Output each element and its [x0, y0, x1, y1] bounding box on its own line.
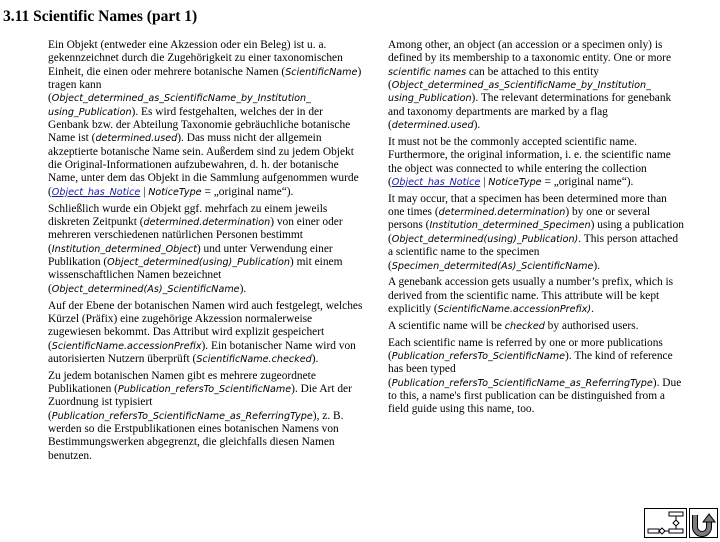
paragraph: [388, 337, 684, 417]
text-span: by authorised users.: [544, 319, 639, 332]
text-span: It may occur, that a specimen has been determined more than one times (: [388, 192, 667, 219]
paragraph: [48, 203, 366, 296]
paragraph: [388, 136, 684, 189]
text-span: ). Ein botanischer Name wird von autorisierten Nutzern überprüft (: [48, 339, 356, 365]
text-span: ). Das muss nicht der allgemein akzeptierte botanische Name sein. Außerdem sind zu jedem Objekt die Original-Informationen aufzubewahren, d. h. der botanische Name, unter dem das Objekt in die Sammlung aufgenommen wurde (: [48, 132, 359, 198]
text-span: ). Due to this, a name's first publication can be distinguished from a field guide using this name, too.: [388, 376, 682, 416]
text-span: Among other, an object (an accession or a specimen only) is defined by its membership to a taxonomic entity. One or more: [388, 39, 672, 65]
italic-term: scientific names: [388, 66, 467, 78]
italic-term: Institution_determined_Object: [51, 243, 197, 255]
italic-term: Institution_determined_Specimen: [429, 220, 591, 232]
text-span: |: [480, 175, 489, 188]
text-span: ).: [473, 119, 481, 132]
text-span: . This person attached a scientific name to the specimen (: [388, 232, 679, 272]
paragraph: [388, 193, 684, 273]
page-title: 3.11 Scientific Names (part 1): [3, 8, 198, 25]
italic-term: ScientificName.accessionPrefix): [437, 304, 592, 316]
italic-term: Object_determined(using)_Publication: [107, 257, 290, 268]
italic-term: Object_determined_as_ScientificName_by_Institution_ using_Publication: [48, 93, 311, 118]
paragraph: [388, 39, 684, 132]
italic-term: Publication_refersTo_ScientificName_as_ReferringType: [51, 410, 313, 422]
text-span: ) von einer oder mehreren verschiedenen natürlichen Personen bestimmt (: [48, 215, 343, 255]
italic-term: determined.used: [95, 133, 178, 145]
italic-term: Publication_refersTo_ScientificName: [117, 384, 292, 396]
text-span: ). The kind of reference has been typed (: [388, 350, 673, 389]
text-span: ). Die Art der Zuordnung ist typisiert (: [48, 383, 352, 422]
text-span: = „original name“).: [201, 185, 294, 198]
text-span: = „original name“).: [541, 175, 634, 188]
u-turn-arrow-icon: [690, 509, 717, 537]
paragraph: [388, 276, 684, 316]
italic-term: checked: [504, 320, 545, 332]
text-span: ). Es wird festgehalten, welches der in der Genbank bzw. der Abteilung Taxonomie gebräuchliche botanische Name ist (: [48, 105, 351, 145]
italic-term: determined.determination: [438, 207, 566, 219]
diagram-icon: [645, 509, 686, 537]
paragraph: [48, 300, 366, 367]
text-span: A scientific name will be: [388, 319, 505, 332]
text-span: ) tragen kann (: [48, 65, 362, 105]
text-span: Auf der Ebene der botanischen Namen wird auch festgelegt, welches Kürzel (Präfix) eine zugehörige Akzession normalerweise zugewiesen bekommt. Das Attribut wird explizit gespeichert (: [48, 299, 363, 352]
object-has-notice-link[interactable]: Object_has_Notice: [51, 186, 141, 198]
text-span: It must not be the commonly accepted scientific name. Furthermore, the original information, i. e. the scientific name the object was connected to while entering the collection (: [388, 135, 671, 188]
text-span: ), z. B. werden so die Erstpublikationen eines botanischen Namens von Bestimmungswerken abgegrenzt, die gleichfalls diesen Namen benutzen.: [48, 409, 344, 462]
text-span: A genebank accession gets usually a number’s prefix, which is derived from the scientific name. This attribute will be kept explicitly (: [388, 276, 674, 316]
italic-term: NoticeType: [488, 176, 542, 188]
italic-term: Publication_refersTo_ScientificName: [391, 351, 566, 363]
italic-term: ScientificName: [285, 66, 358, 78]
text-span: ) using a publication (: [388, 219, 684, 245]
text-span: Schließlich wurde ein Objekt ggf. mehrfach zu einem jeweils diskreten Zeitpunkt (: [48, 202, 328, 228]
italic-term: Object_determined(As)_ScientificName: [51, 283, 240, 295]
paragraph: [388, 320, 684, 333]
object-has-notice-link[interactable]: Object_has_Notice: [391, 176, 481, 188]
diagram-nav-button[interactable]: [644, 508, 687, 538]
italic-term: determined.determination: [143, 216, 271, 228]
text-span: ) mit einem wissenschaftlichen Namen bezeichnet (: [48, 256, 343, 295]
german-text-column: [48, 39, 366, 467]
text-span: Zu jedem botanischen Namen gibt es mehrere zugeordnete Publikationen (: [48, 369, 316, 396]
italic-term: determined.used: [391, 120, 474, 132]
paragraph: [48, 370, 366, 463]
italic-term: ScientificName.checked: [196, 353, 312, 365]
text-span: Ein Objekt (entweder eine Akzession oder ein Beleg) ist u. a. gekennzeichnet durch die Zugehörigkeit zu einer taxonomischen Einheit, die einen oder mehrere botanische Namen (: [48, 39, 343, 78]
text-span: ).: [593, 259, 601, 272]
text-span: .: [591, 303, 594, 316]
text-span: |: [140, 185, 149, 198]
text-span: ).: [311, 352, 319, 365]
text-span: Each scientific name is referred by one or more publications (: [388, 336, 663, 363]
italic-term: Specimen_determited(As)_ScientificName: [391, 260, 594, 272]
italic-term: ScientificName.accessionPrefix: [51, 340, 202, 352]
text-span: ). The relevant determinations for genebank and taxonomy departments are marked by a flag (: [388, 92, 672, 132]
text-span: ) und unter Verwendung einer Publikation (: [48, 242, 333, 268]
text-span: ).: [239, 282, 247, 295]
italic-term: Object_determined(using)_Publication): [391, 233, 579, 245]
english-text-column: [388, 39, 684, 420]
paragraph: [48, 39, 366, 199]
italic-term: NoticeType: [148, 186, 202, 198]
text-span: can be attached to this entity (: [388, 65, 599, 92]
text-span: ) by one or several persons (: [388, 206, 651, 232]
back-nav-button[interactable]: [689, 508, 718, 538]
italic-term: Object_determined_as_ScientificName_by_Institution_ using_Publication: [388, 80, 651, 105]
italic-term: Publication_refersTo_ScientificName_as_ReferringType: [391, 377, 653, 389]
